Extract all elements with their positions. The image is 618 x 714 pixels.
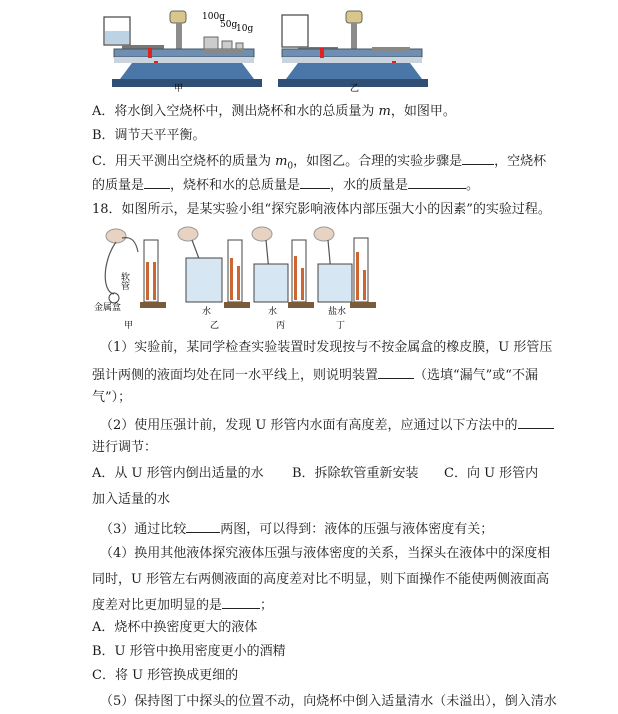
q18-part4-option-c-text: C．将 U 形管换成更细的 [92, 668, 239, 683]
q18-part2-text-2: 进行调节： [92, 440, 158, 455]
q17-option-c-text: C．用天平测出空烧杯的质量为 [92, 154, 276, 169]
answer-blank[interactable] [300, 176, 330, 189]
weight-label-50g: 50g [220, 20, 238, 30]
q17-option-a [92, 104, 456, 120]
q18-part4-text-1: （4）换用其他液体探究液体压强与液体密度的关系，当探头在液体中的深度相 [100, 546, 551, 561]
label-tube: 软管 [119, 272, 129, 290]
q18-part5 [100, 694, 557, 710]
panel-bing [252, 227, 314, 308]
var-m0: m [275, 154, 288, 169]
q18-part3-text-a: （3）通过比较 [100, 522, 187, 537]
q18-part2-option-c-line2 [92, 492, 170, 508]
answer-blank[interactable] [222, 596, 260, 609]
panel-jia [105, 229, 166, 308]
q18-part2-line1 [100, 416, 554, 434]
liquid-label-yi: 水 [202, 307, 212, 317]
q18-part4-line1 [100, 546, 550, 562]
q18-part2-option-a: A．从 U 形管内倒出适量的水 [92, 466, 264, 481]
liquid-label-ding: 盐水 [328, 307, 347, 317]
q17-option-b [92, 128, 206, 144]
panel-yi [178, 227, 250, 308]
q18-part4-line2 [92, 572, 549, 588]
balance-figure [92, 5, 432, 93]
answer-blank[interactable] [408, 176, 466, 189]
q18-part2-text: （2）使用压强计前，发现 U 形管内水面有高度差，应通过以下方法中的 [100, 418, 518, 433]
q18-part5-text: （5）保持图丁中探头的位置不动，向烧杯中倒入适量清水（未溢出），倒入清水 [100, 694, 557, 709]
q17-option-c-tail: ，空烧杯 [494, 154, 547, 169]
q17-option-c [92, 152, 546, 175]
panel-label-bing: 丙 [276, 321, 286, 331]
q18-part1-line2 [92, 366, 538, 384]
liquid-label-bing: 水 [268, 307, 278, 317]
q17-option-a-tail: ，如图甲。 [390, 104, 456, 119]
q18-part1-text-2a: 强计两侧的液面均处在同一水平线上，则说明装置 [92, 368, 379, 383]
q18-part1-text: （1）实验前，某同学检查实验装置时发现按与不按金属盒的橡皮膜，U 形管压 [100, 340, 553, 355]
answer-blank[interactable] [186, 520, 220, 533]
q17-line-2 [92, 176, 479, 194]
q18-part4-line3 [92, 596, 273, 614]
q17-line2-d: 。 [466, 178, 480, 193]
label-metal-box: 金属盒 [94, 303, 122, 313]
q18-part4-option-b [92, 644, 286, 660]
q18-stem [92, 202, 551, 218]
q18-part4-text-2: 同时，U 形管左右两侧液面的高度差对比不明显，则下面操作不能使两侧液面高 [92, 572, 550, 587]
weight-label-100g: 100g [202, 12, 225, 22]
answer-blank[interactable] [462, 152, 494, 165]
q18-part1-line1 [100, 340, 552, 356]
q18-part3 [100, 520, 493, 538]
panel-label-jia: 甲 [124, 321, 134, 331]
q18-part4-option-a [92, 620, 257, 636]
q18-part2-option-b: B．拆除软管重新安装 [292, 466, 419, 481]
q18-part1-text-3: 气”）； [92, 390, 132, 405]
q17-option-b-text: B．调节天平平衡。 [92, 128, 206, 143]
answer-blank[interactable] [518, 416, 554, 429]
q18-stem-text: 18．如图所示，是某实验小组“探究影响液体内部压强大小的因素”的实验过程。 [92, 202, 551, 217]
panel-label-ding: 丁 [336, 321, 346, 331]
q18-part4-option-c [92, 668, 238, 684]
q18-part4-option-b-text: B．U 形管中换用密度更小的酒精 [92, 644, 286, 659]
q17-line2-a: 的质量是 [92, 178, 145, 193]
var-m0-sub: 0 [287, 161, 294, 172]
q18-part3-text-b: 两图，可以得到：液体的压强与液体密度有关； [220, 522, 494, 537]
balance-yi [278, 11, 428, 87]
weight-label-10g: 10g [236, 24, 254, 34]
answer-blank[interactable] [144, 176, 170, 189]
q18-part4-option-a-text: A．烧杯中换密度更大的液体 [92, 620, 258, 635]
q18-part4-text-3: 度差对比更加明显的是 [92, 598, 223, 613]
q17-option-a-text: A．将水倒入空烧杯中，测出烧杯和水的总质量为 [92, 104, 379, 119]
q18-part2-line2 [92, 440, 157, 456]
balance-jia [104, 11, 262, 87]
q17-line2-c: ，水的质量是 [330, 178, 409, 193]
var-m: m [378, 104, 391, 119]
figure-label-yi: 乙 [350, 84, 360, 93]
figure-label-jia: 甲 [174, 84, 184, 93]
answer-blank[interactable] [378, 366, 414, 379]
q18-part2-option-c: C．向 U 形管内 [444, 466, 539, 481]
q18-part2-option-c-text-2: 加入适量的水 [92, 492, 171, 507]
q18-part2-options [92, 466, 538, 482]
q18-part4-text-3b: ； [260, 598, 274, 613]
q17-option-c-mid: ，如图乙。合理的实验步骤是 [293, 154, 463, 169]
panel-label-yi: 乙 [210, 321, 220, 331]
q17-line2-b: ，烧杯和水的总质量是 [170, 178, 301, 193]
q18-part1-text-2b: （选填“漏气”或“不漏 [414, 368, 538, 383]
pressure-figure [92, 222, 382, 334]
panel-ding [314, 227, 376, 308]
q18-part1-line3 [92, 390, 131, 406]
